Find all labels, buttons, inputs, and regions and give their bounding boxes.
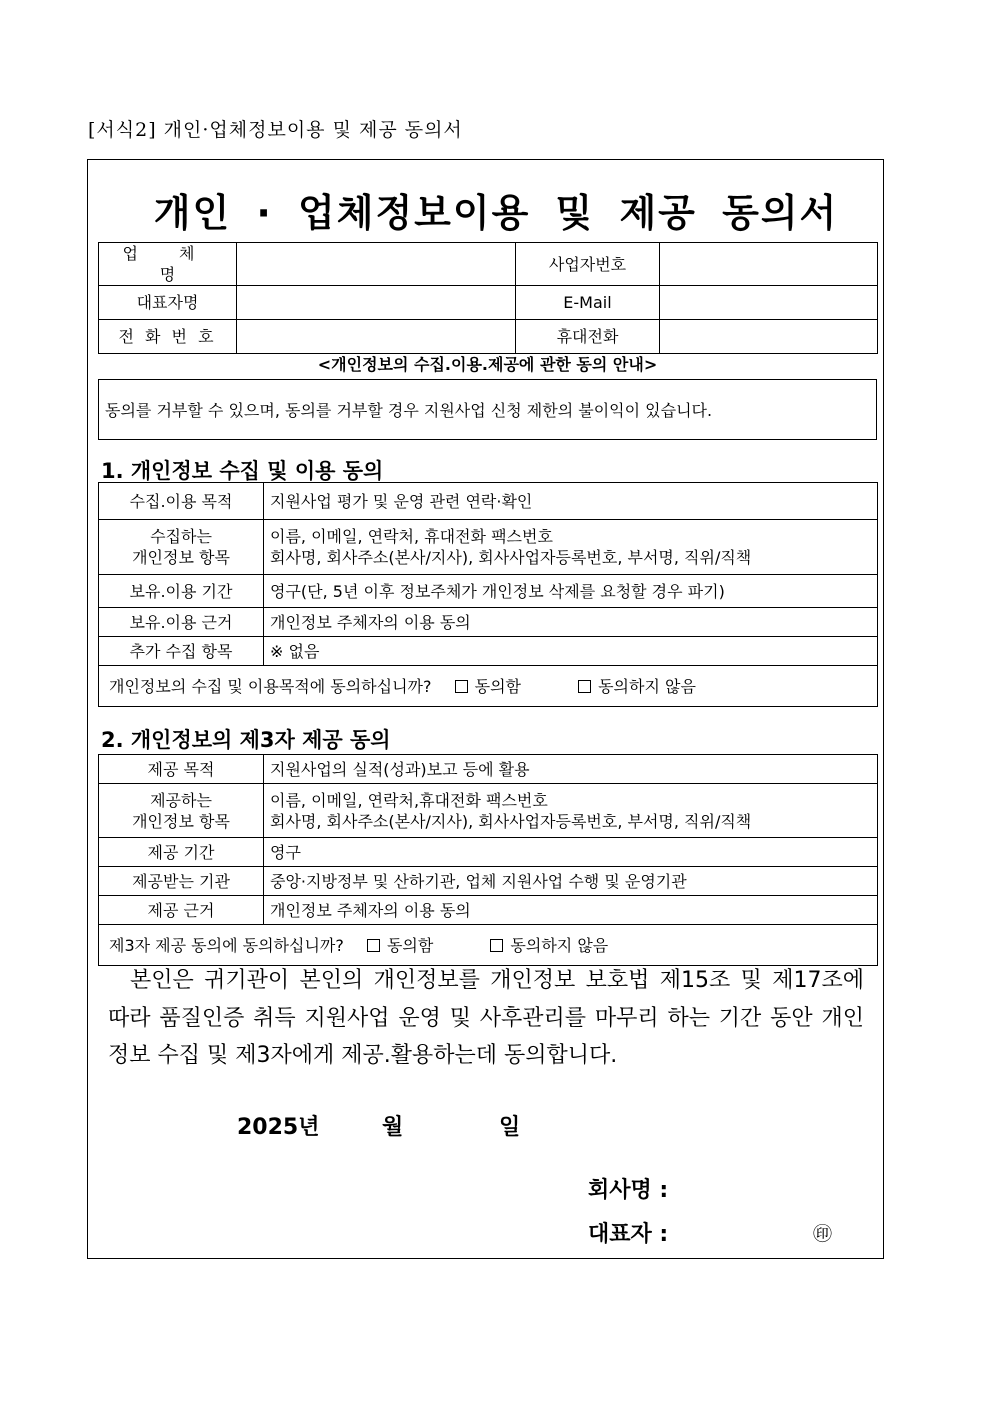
company-name-label: 업 체 명 (99, 243, 237, 286)
third-party-consent-table (98, 754, 878, 966)
retention-basis-label: 보유.이용 근거 (99, 608, 264, 637)
signature-company: 회사명 : (588, 1178, 669, 1203)
third-party-disagree-option[interactable]: 동의하지 않음 (490, 936, 608, 955)
notice-text: 동의를 거부할 수 있으며, 동의를 거부할 경우 지원사업 신청 제한의 불이익이 있습니다. (105, 401, 713, 420)
provided-items-value-line2: 회사명, 회사주소(본사/지사), 회사사업자등록번호, 부서명, 직위/직책 (270, 811, 752, 831)
section1-title: 1. 개인정보 수집 및 이용 동의 (101, 459, 384, 483)
seal-icon: ㊞ (813, 1223, 833, 1245)
provided-items-label-line1: 제공하는 (150, 790, 212, 810)
provision-basis-label: 제공 근거 (99, 896, 264, 925)
retention-basis-value: 개인정보 주체자의 이용 동의 (264, 608, 878, 637)
third-party-consent-question: 제3자 제공 동의에 동의하십니까? (109, 935, 344, 955)
section2-title: 2. 개인정보의 제3자 제공 동의 (101, 728, 391, 752)
third-party-agree-option[interactable]: 동의함 (367, 936, 433, 955)
mobile-label: 휴대전화 (516, 320, 660, 354)
additional-items-value: ※ 없음 (264, 637, 878, 666)
mobile-field[interactable] (660, 320, 878, 354)
provision-period-value: 영구 (264, 838, 878, 867)
consent-statement: 본인은 귀기관이 본인의 개인정보를 개인정보 보호법 제15조 및 제17조에 따라 품질인증 취득 지원사업 운영 및 사후관리를 마무리 하는 기간 동안 개인정보 수집 및 제3자에게 제공.활용하는데 동의합니다. (108, 968, 864, 1068)
notice-box (98, 379, 877, 440)
business-no-label: 사업자번호 (516, 243, 660, 286)
items-value (264, 520, 878, 575)
date-month: 월 (382, 1115, 404, 1140)
representative-label: 대표자명 (99, 286, 237, 320)
representative-field[interactable] (237, 286, 516, 320)
notice-heading: <개인정보의 수집.이용.제공에 관한 동의 안내> (317, 355, 658, 374)
date-year: 2025년 (237, 1115, 320, 1140)
retention-period-value: 영구(단, 5년 이후 정보주체가 개인정보 삭제를 요청할 경우 파기) (264, 575, 878, 608)
date-day: 일 (499, 1115, 521, 1140)
email-label: E-Mail (516, 286, 660, 320)
collection-consent-question: 개인정보의 수집 및 이용목적에 동의하십니까? (109, 676, 432, 696)
items-value-line2: 회사명, 회사주소(본사/지사), 회사사업자등록번호, 부서명, 직위/직책 (270, 548, 752, 567)
checkbox-icon[interactable] (367, 939, 380, 952)
recipient-label: 제공받는 기관 (99, 867, 264, 896)
checkbox-icon[interactable] (455, 680, 468, 693)
provision-basis-value: 개인정보 주체자의 이용 동의 (264, 896, 878, 925)
collection-disagree-option[interactable]: 동의하지 않음 (578, 677, 696, 696)
items-label (99, 520, 264, 575)
additional-items-label: 추가 수집 항목 (99, 637, 264, 666)
company-info-table (98, 242, 878, 354)
checkbox-icon[interactable] (490, 939, 503, 952)
purpose-label: 수집.이용 목적 (99, 483, 264, 520)
provided-items-label (99, 784, 264, 838)
items-value-line1: 이름, 이메일, 연락처, 휴대전화 팩스번호 (270, 527, 553, 546)
recipient-value: 중앙·지방정부 및 산하기관, 업체 지원사업 수행 및 운영기관 (264, 867, 878, 896)
signature-representative: 대표자 : (588, 1222, 669, 1247)
email-field[interactable] (660, 286, 878, 320)
purpose-value: 지원사업 평가 및 운영 관련 연락·확인 (264, 483, 878, 520)
collection-consent-table (98, 482, 878, 707)
provision-period-label: 제공 기간 (99, 838, 264, 867)
checkbox-icon[interactable] (578, 680, 591, 693)
form-caption: [서식2] 개인·업체정보이용 및 제공 동의서 (88, 119, 463, 141)
provided-items-value-line1: 이름, 이메일, 연락처,휴대전화 팩스번호 (270, 790, 548, 810)
business-no-field[interactable] (660, 243, 878, 286)
retention-period-label: 보유.이용 기간 (99, 575, 264, 608)
items-label-line2: 개인정보 항목 (132, 548, 230, 567)
collection-consent-question-row (99, 666, 878, 707)
phone-label: 전 화 번 호 (99, 320, 237, 354)
provision-purpose-value: 지원사업의 실적(성과)보고 등에 활용 (264, 755, 878, 784)
phone-field[interactable] (237, 320, 516, 354)
document-title: 개인 · 업체정보이용 및 제공 동의서 (153, 191, 839, 235)
collection-agree-option[interactable]: 동의함 (455, 677, 521, 696)
items-label-line1: 수집하는 (150, 527, 212, 546)
provision-purpose-label: 제공 목적 (99, 755, 264, 784)
provided-items-value (264, 784, 878, 838)
third-party-consent-question-row (99, 925, 878, 966)
provided-items-label-line2: 개인정보 항목 (132, 811, 230, 831)
company-name-field[interactable] (237, 243, 516, 286)
